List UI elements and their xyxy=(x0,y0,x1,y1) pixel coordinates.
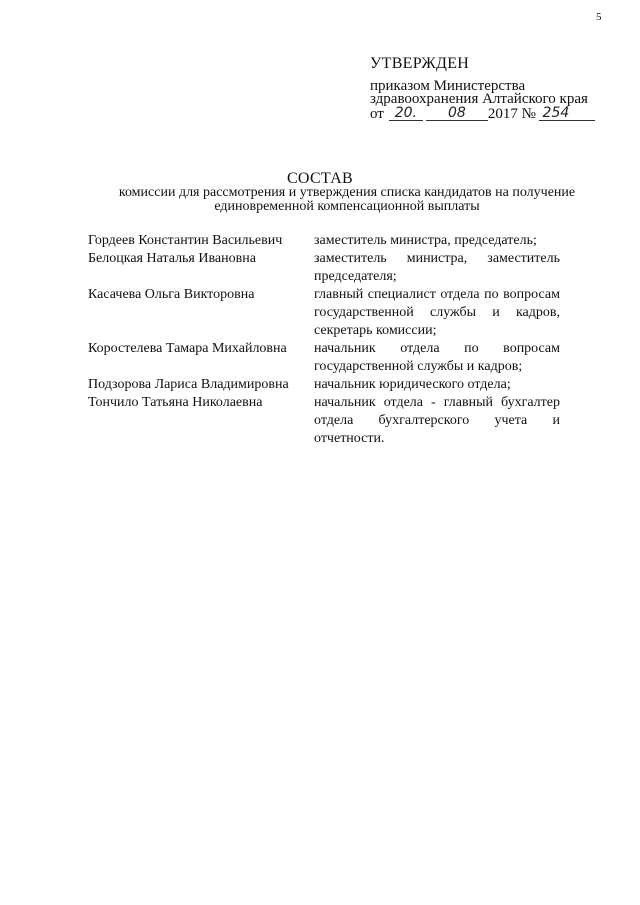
approval-order-line: приказом Министерства xyxy=(370,78,526,94)
member-row xyxy=(88,376,578,394)
handwritten-month: 08 xyxy=(426,106,488,121)
member-name: Коростелева Тамара Михайловна xyxy=(88,341,287,356)
member-name: Подзорова Лариса Владимировна xyxy=(88,377,289,392)
member-role: начальник отдела по вопросам государственной службы и кадров; xyxy=(314,341,560,374)
member-name: Гордеев Константин Васильевич xyxy=(88,233,283,248)
member-name: Касачева Ольга Викторовна xyxy=(88,287,255,302)
member-row xyxy=(88,286,578,340)
member-role: заместитель министра, заместитель председателя; xyxy=(314,251,560,284)
member-role: начальник юридического отдела; xyxy=(314,377,511,392)
member-row xyxy=(88,250,578,286)
document-title: СОСТАВ xyxy=(286,170,354,187)
approval-block xyxy=(370,55,605,121)
order-number-underline xyxy=(573,108,595,121)
member-row xyxy=(88,232,578,250)
member-role: заместитель министра, председатель; xyxy=(314,233,537,248)
date-prefix: от xyxy=(370,106,384,122)
member-row xyxy=(88,394,578,448)
year-and-number-label: 2017 № xyxy=(487,106,536,122)
document-subtitle: комиссии для рассмотрения и утверждения списка кандидатов на получение единовременной компенсационной выплаты xyxy=(118,185,576,214)
member-name: Тончило Татьяна Николаевна xyxy=(88,395,263,410)
approval-ministry-line: здравоохранения Алтайского края xyxy=(370,91,588,107)
approval-date-line xyxy=(370,106,605,121)
member-name: Белоцкая Наталья Ивановна xyxy=(88,251,256,266)
approval-title: УТВЕРЖДЕН xyxy=(370,55,470,72)
members-list xyxy=(88,232,578,448)
handwritten-day: 20. xyxy=(389,106,423,121)
member-role: начальник отдела - главный бухгалтер отдела бухгалтерского учета и отчетности. xyxy=(314,395,560,446)
page-number: 5 xyxy=(596,11,602,23)
handwritten-order-number: 254 xyxy=(539,106,573,121)
member-role: главный специалист отдела по вопросам государственной службы и кадров, секретарь комиссии; xyxy=(314,287,560,338)
member-row xyxy=(88,340,578,376)
